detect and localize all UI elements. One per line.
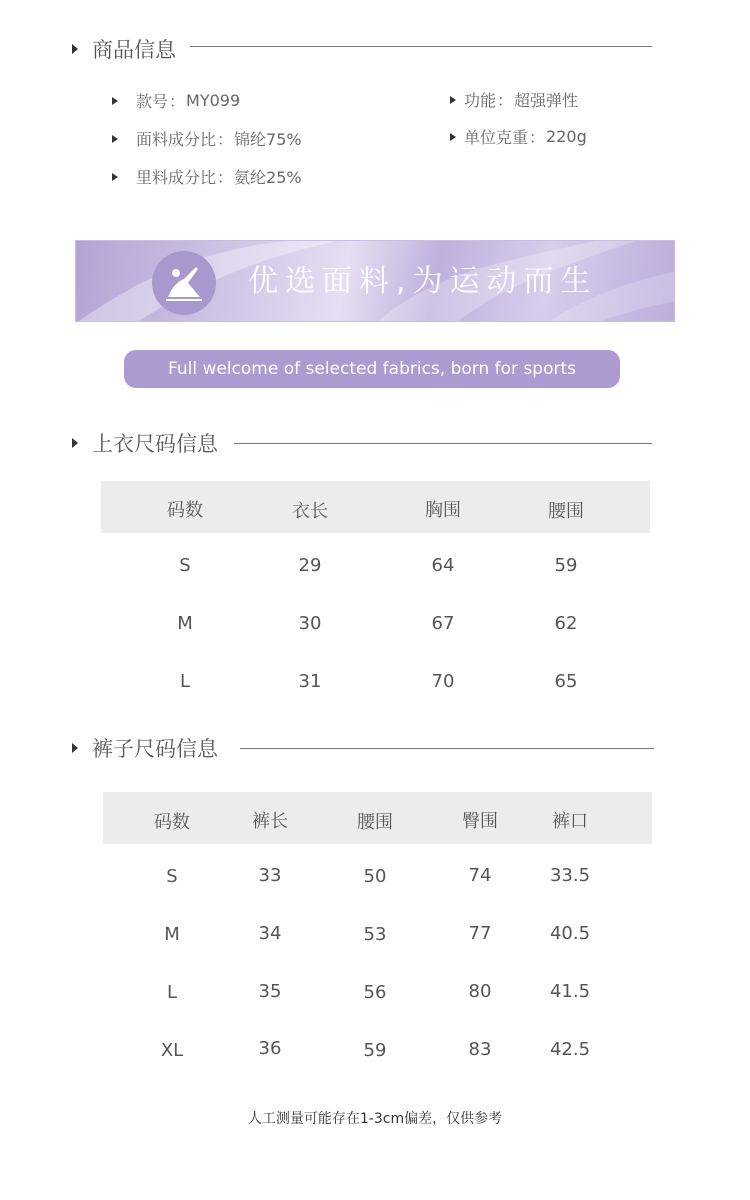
table-cell: 33.5 [549, 865, 591, 886]
info-label: 功能 [464, 91, 497, 110]
table-header-cell: 腰围 [548, 501, 584, 522]
top-size-title: 上衣尺码信息 [92, 432, 218, 456]
pants-size-heading [72, 733, 218, 763]
banner-subtitle: Full welcome of selected fabrics, born for sports [124, 350, 620, 388]
info-value: 220g [546, 127, 587, 146]
table-cell: 64 [431, 555, 455, 576]
table-cell: 29 [298, 555, 322, 576]
table-cell: 59 [363, 1040, 387, 1061]
info-label: 面料成分比 [136, 130, 217, 149]
table-header-cell: 臀围 [462, 811, 498, 832]
table-header-cell: 裤长 [252, 811, 288, 832]
caret-right-icon [72, 743, 78, 753]
product-info-title: 商品信息 [92, 38, 176, 62]
table-cell: 59 [554, 555, 578, 576]
pants-size-title: 裤子尺码信息 [92, 737, 218, 761]
table-cell: M [177, 613, 193, 634]
table-cell: 41.5 [549, 981, 591, 1002]
table-cell: 35 [258, 981, 282, 1002]
info-value: 锦纶75% [234, 130, 302, 149]
info-sep: ： [497, 91, 514, 110]
info-item-function [450, 88, 578, 111]
info-value: MY099 [186, 91, 241, 110]
table-cell: XL [160, 1040, 184, 1061]
info-value: 氨纶25% [234, 168, 302, 187]
table-header-cell: 胸围 [425, 500, 461, 521]
table-cell: L [166, 982, 178, 1003]
caret-right-icon [72, 44, 78, 54]
table-cell: 62 [554, 613, 578, 634]
table-header-cell: 衣长 [292, 501, 328, 522]
table-cell: 36 [258, 1038, 282, 1059]
table-cell: 42.5 [549, 1039, 591, 1060]
yoga-figure [162, 261, 206, 305]
table-cell: S [166, 866, 178, 887]
table-cell: 53 [363, 924, 387, 945]
info-label: 款号 [136, 92, 169, 111]
yoga-pose-icon [152, 251, 216, 315]
table-cell: S [179, 555, 191, 576]
banner-slogan: 优选面料,为运动而生 [248, 264, 598, 299]
info-sep: ： [217, 130, 234, 149]
caret-right-icon [450, 96, 456, 104]
caret-right-icon [112, 135, 118, 143]
table-cell: 34 [258, 923, 282, 944]
product-info-heading [72, 34, 176, 64]
table-cell: 40.5 [549, 923, 591, 944]
table-header-cell: 码数 [154, 812, 190, 833]
measurement-note: 人工测量可能存在1-3cm偏差，仅供参考 [247, 1111, 503, 1127]
info-sep: ： [169, 92, 186, 111]
caret-right-icon [72, 438, 78, 448]
table-cell: 67 [431, 613, 455, 634]
table-cell: 56 [363, 982, 387, 1003]
table-header-cell: 裤口 [552, 811, 588, 832]
table-cell: M [164, 924, 180, 945]
table-cell: 70 [431, 671, 455, 692]
info-sep: ： [529, 128, 546, 147]
table-cell: 80 [468, 981, 492, 1002]
info-item-style-no [112, 89, 240, 112]
info-item-fabric [112, 127, 302, 150]
info-label: 单位克重 [464, 128, 529, 147]
heading-divider [234, 443, 652, 444]
table-header-cell: 腰围 [357, 812, 393, 833]
table-cell: 33 [258, 865, 282, 886]
info-value: 超强弹性 [514, 91, 579, 110]
caret-right-icon [112, 173, 118, 181]
table-cell: 74 [468, 865, 492, 886]
info-sep: ： [217, 168, 234, 187]
info-item-lining [112, 165, 302, 188]
table-cell: 65 [554, 671, 578, 692]
table-header-cell: 码数 [167, 500, 203, 521]
heading-divider [190, 46, 652, 47]
table-cell: 83 [468, 1039, 492, 1060]
table-cell: 31 [298, 671, 322, 692]
caret-right-icon [112, 97, 118, 105]
table-cell: L [179, 671, 191, 692]
info-label: 里料成分比 [136, 168, 217, 187]
fabric-banner [75, 240, 675, 322]
table-cell: 50 [363, 866, 387, 887]
top-size-heading [72, 428, 218, 458]
table-cell: 30 [298, 613, 322, 634]
info-item-weight [450, 125, 587, 148]
table-cell: 77 [468, 923, 492, 944]
heading-divider [240, 748, 654, 749]
caret-right-icon [450, 133, 456, 141]
